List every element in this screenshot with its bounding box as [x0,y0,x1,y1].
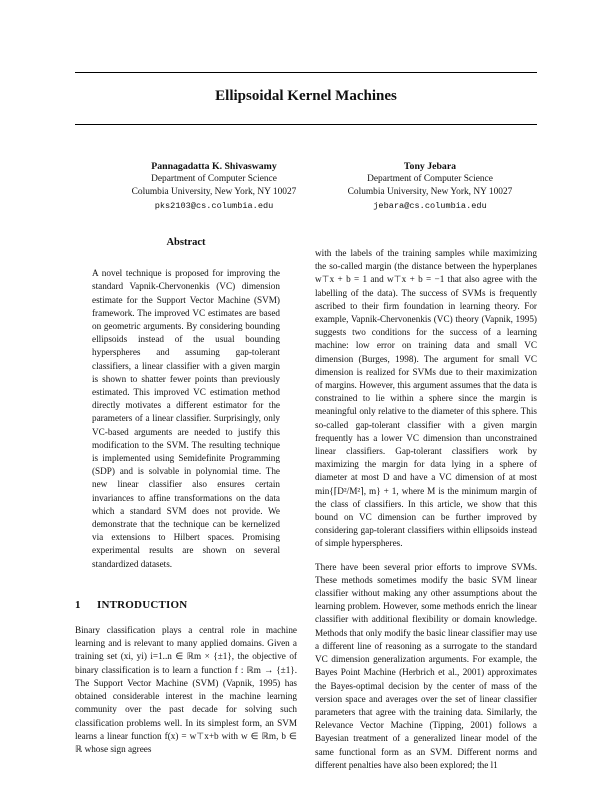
paper-title: Ellipsoidal Kernel Machines [215,88,397,104]
author-department: Department of Computer Science [367,174,493,185]
intro-paragraph: There have been several prior efforts to improve SVMs. These methods sometimes modify the basic SVM linear classifier without making any other assumptions about the learning problem. However, some methods enrich the linear classifier with additional flexibility or domain knowledge. Methods that only modify the basic linear classifier may use a different line of reasoning as a surrogate to the standard VC dimension generalization arguments. For example, the Bayes Point Machine (Herbrich et al., 2001) approximates the Bayes-optimal decision by the center of mass of the version space and averages over the set of linear classifier parameters that agree with the training data. Similarly, the Relevance Vector Machine (Tipping, 2001) follows a Bayesian treatment of a generalized linear model of the same functional form as an SVM. Different norms and different penalties have also been explored; the l1 [315,561,537,770]
right-column [315,247,537,782]
section-title: INTRODUCTION [97,598,188,611]
intro-paragraph: Binary classification plays a central role in machine learning and is relevant to many applied domains. Given a training set (xi, yi) i=1..n ∈ ℝm × {±1}, the objective of binary classification is to learn a function f : ℝm → {±1}. The Support Vector Machine (SVM) (Vapnik, 1995) has obtained considerable interest in the machine learning community over the past decade for solving such classification problems well. In its simplest form, an SVM learns a linear function f(x) = w⊤x+b with w ∈ ℝm, b ∈ ℝ whose sign agrees [75,625,297,754]
author-email[interactable]: pks2103@cs.columbia.edu [154,200,274,211]
abstract-body: A novel technique is proposed for improving the standard Vapnik-Chervonenkis (VC) dimension estimate for the Support Vector Machine (SVM) framework. The improved VC estimates are based on geometric arguments. By considering bounding ellipsoids instead of the usual bounding hyperspheres and assuming gap-tolerant classifiers, a linear classifier with a given margin is shown to shatter fewer points than previously estimated. This improved VC estimation method directly motivates a different estimator for the parameters of a linear classifier. Surprisingly, only VC-based arguments are needed to justify this modification to the SVM. The resulting technique is implemented using Semidefinite Programming (SDP) and is solvable in polynomial time. The new linear classifier also ensures certain invariances to affine transformations on the data which a standard SVM does not provide. We demonstrate that the technique can be kernelized via extensions to Hilbert spaces. Promising experimental results are shown on several standardized datasets. [92,268,280,569]
author-affiliation: Columbia University, New York, NY 10027 [347,187,513,198]
top-rule [75,72,537,73]
abstract-heading: Abstract [166,237,206,248]
intro-paragraph: with the labels of the training samples while maximizing the so-called margin (the distance between the hyperplanes w⊤x + b = 1 and w⊤x + b = −1 that also agree with the labelling of the data). The success of SVMs is frequently ascribed to their firm foundation in learning theory. For example, Vapnik-Chervonenkis (VC) theory (Vapnik, 1995) suggests two conditions for the success of a learning machine: low error on training data and small VC dimension (Burges, 1998). The argument for small VC dimension is realized for SVMs due to their maximization of margins. However, this argument assumes that the data is constrained to lie within a sphere since the margin is meaningful only relative to the diameter of this sphere. This so-called gap-tolerant classifier with a given margin frequently has a lower VC dimension than unconstrained linear classifiers. Gap-tolerant classifiers work by maximizing the margin for data lying in a sphere of diameter at most D and have a VC dimension of at most min{⌈D²/M²⌉, m} + 1, where M is the minimum margin of the class of classifiers. In this article, we show that this bound on VC dimension can be further improved by considering gap-tolerant classifiers within ellipsoids instead of simple hyperspheres. [315,248,537,549]
author-block [310,160,550,213]
author-department: Department of Computer Science [151,174,277,185]
author-affiliation: Columbia University, New York, NY 10027 [131,187,297,198]
author-name: Tony Jebara [403,161,457,172]
author-block [94,160,334,213]
left-column [75,236,297,766]
author-name: Pannagadatta K. Shivaswamy [151,161,277,172]
section-heading [75,599,297,612]
bottom-rule [75,124,537,125]
section-number: 1 [75,598,81,611]
author-email[interactable]: jebara@cs.columbia.edu [373,200,487,211]
